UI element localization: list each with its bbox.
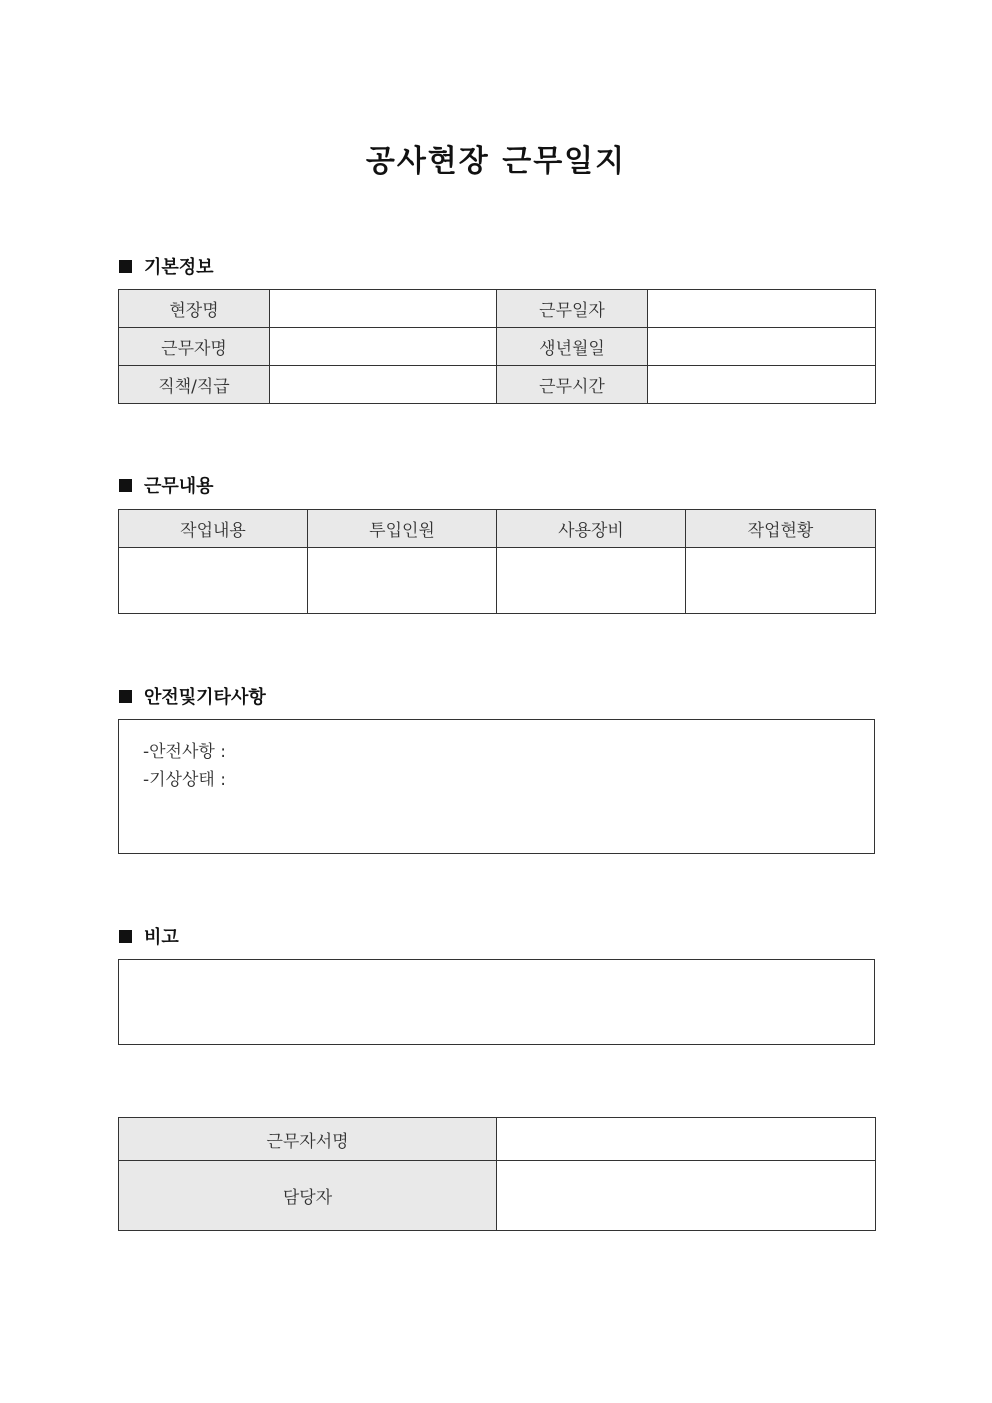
section-heading-label: 비고 bbox=[144, 927, 179, 948]
worker-signature-label: 근무자서명 bbox=[119, 1118, 497, 1161]
table-row bbox=[119, 1161, 876, 1231]
column-header-task: 작업내용 bbox=[119, 510, 308, 548]
position-label: 직책/직급 bbox=[119, 366, 270, 404]
safety-notes-box[interactable] bbox=[118, 719, 875, 854]
square-bullet-icon bbox=[119, 690, 132, 703]
table-row bbox=[119, 548, 876, 614]
personnel-field[interactable] bbox=[308, 548, 497, 614]
safety-line: -안전사항 : bbox=[143, 742, 226, 762]
position-field[interactable] bbox=[270, 366, 497, 404]
column-header-equipment: 사용장비 bbox=[497, 510, 686, 548]
worker-name-field[interactable] bbox=[270, 328, 497, 366]
worker-signature-field[interactable] bbox=[497, 1118, 876, 1161]
section-heading-remarks bbox=[119, 923, 179, 949]
section-heading-label: 기본정보 bbox=[144, 257, 214, 278]
table-row bbox=[119, 1118, 876, 1161]
work-date-field[interactable] bbox=[648, 290, 876, 328]
square-bullet-icon bbox=[119, 260, 132, 273]
section-heading-work-content bbox=[119, 472, 214, 498]
worker-name-label: 근무자명 bbox=[119, 328, 270, 366]
task-field[interactable] bbox=[119, 548, 308, 614]
section-heading-safety bbox=[119, 683, 266, 709]
manager-label: 담당자 bbox=[119, 1161, 497, 1231]
table-row bbox=[119, 366, 876, 404]
column-header-status: 작업현황 bbox=[686, 510, 876, 548]
site-name-label: 현장명 bbox=[119, 290, 270, 328]
section-heading-label: 근무내용 bbox=[144, 476, 214, 497]
table-row bbox=[119, 328, 876, 366]
basic-info-table bbox=[118, 289, 876, 404]
table-row bbox=[119, 290, 876, 328]
document-title: 공사현장 근무일지 bbox=[365, 144, 627, 179]
column-header-personnel: 투입인원 bbox=[308, 510, 497, 548]
work-hours-label: 근무시간 bbox=[497, 366, 648, 404]
section-heading-basic-info bbox=[119, 253, 214, 279]
work-date-label: 근무일자 bbox=[497, 290, 648, 328]
square-bullet-icon bbox=[119, 930, 132, 943]
remarks-box[interactable] bbox=[118, 959, 875, 1045]
status-field[interactable] bbox=[686, 548, 876, 614]
work-content-table bbox=[118, 509, 876, 614]
birth-date-field[interactable] bbox=[648, 328, 876, 366]
work-hours-field[interactable] bbox=[648, 366, 876, 404]
table-header-row bbox=[119, 510, 876, 548]
weather-line: -기상상태 : bbox=[143, 770, 226, 790]
signature-table bbox=[118, 1117, 876, 1231]
square-bullet-icon bbox=[119, 479, 132, 492]
equipment-field[interactable] bbox=[497, 548, 686, 614]
remarks-text bbox=[119, 960, 874, 980]
section-heading-label: 안전및기타사항 bbox=[144, 687, 266, 708]
birth-date-label: 생년월일 bbox=[497, 328, 648, 366]
manager-field[interactable] bbox=[497, 1161, 876, 1231]
site-name-field[interactable] bbox=[270, 290, 497, 328]
